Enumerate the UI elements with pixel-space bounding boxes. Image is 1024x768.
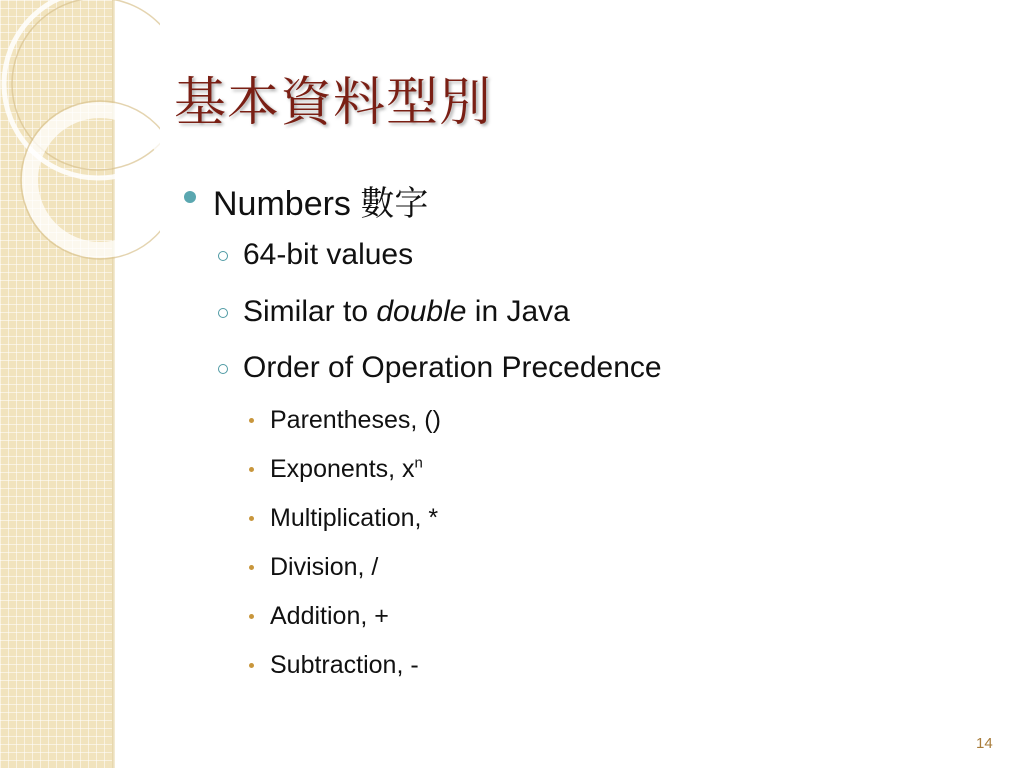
bullet-ring-level2 xyxy=(218,251,228,261)
bullet-dot-level3 xyxy=(249,614,254,619)
bullet-ring-level2 xyxy=(218,364,228,374)
bullet-parentheses xyxy=(270,406,441,435)
bullet-subtraction xyxy=(270,651,419,680)
bullet-division-text: Division, / xyxy=(270,553,379,581)
bullet-dot-level3 xyxy=(249,418,254,423)
bullet-subtraction-text: Subtraction, - xyxy=(270,651,419,679)
bullet-dot-level3 xyxy=(249,467,254,472)
bullet-addition xyxy=(270,602,389,631)
bullet-dot-level3 xyxy=(249,516,254,521)
bullet-parentheses-text: Parentheses, () xyxy=(270,406,441,434)
slide-title: 基本資料型別 xyxy=(174,73,493,133)
slide-number: 14 xyxy=(976,735,993,752)
bullet-64bit xyxy=(243,238,413,272)
bullet-64bit-text: 64-bit values xyxy=(243,238,414,271)
bullet-exponents-text: Exponents, x xyxy=(270,455,415,483)
bullet-multiplication-text: Multiplication, * xyxy=(270,504,439,532)
bullet-dot-level3 xyxy=(249,565,254,570)
bullet-similar-emphasis: double xyxy=(376,295,467,328)
bullet-dot-level1 xyxy=(184,191,196,203)
bullet-similar-prefix: Similar to xyxy=(243,295,377,328)
bullet-addition-text: Addition, + xyxy=(270,602,389,630)
bullet-order-of-operation xyxy=(243,351,662,385)
bullet-numbers xyxy=(213,176,428,225)
bullet-multiplication xyxy=(270,504,438,533)
bullet-exponents xyxy=(270,455,423,484)
bullet-exponents-sup: n xyxy=(414,454,423,472)
decorative-circle-large xyxy=(4,0,160,178)
bullet-similar-to-double xyxy=(243,295,570,329)
bullet-division xyxy=(270,553,378,582)
bullet-numbers-label: Numbers 數字 xyxy=(213,185,429,223)
bullet-dot-level3 xyxy=(249,663,254,668)
bullet-similar-suffix: in Java xyxy=(466,295,570,328)
decorative-circles xyxy=(0,0,160,260)
bullet-ring-level2 xyxy=(218,308,228,318)
bullet-order-text: Order of Operation Precedence xyxy=(243,351,662,384)
